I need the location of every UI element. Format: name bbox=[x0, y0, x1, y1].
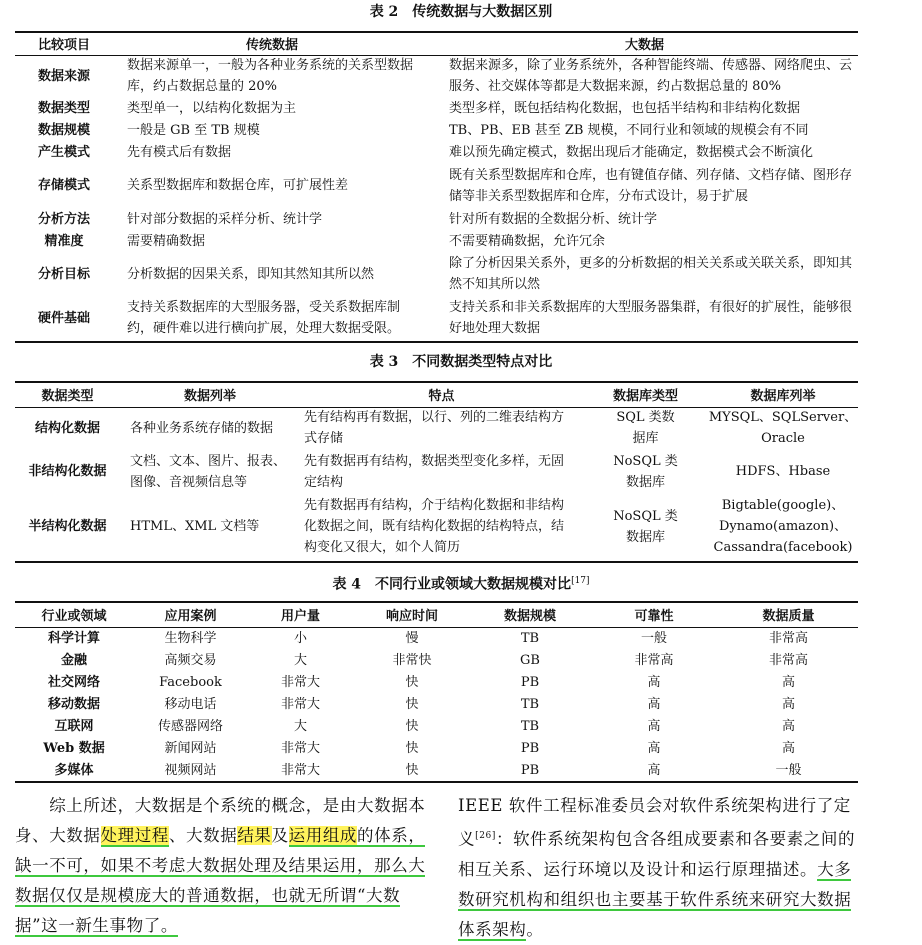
table4-case: 生物科学 bbox=[164, 630, 217, 646]
table4-case: 视频网站 bbox=[164, 762, 217, 778]
table2-big: 不需要精确数据，允许冗余 bbox=[449, 233, 606, 249]
table4-quality: 一般 bbox=[775, 762, 802, 778]
table2-big: TB、PB、EB 甚至 ZB 规模，不同行业和领域的规模会有不同 bbox=[449, 122, 809, 138]
table2-row bbox=[15, 97, 858, 119]
table4-quality: 高 bbox=[781, 674, 795, 690]
table2-row bbox=[15, 163, 858, 208]
table2-big: 既有关系型数据库和仓库，也有键值存储、列存储、文档存储、图形存储等非关系型数据库和仓库，分布式设计，易于扩展 bbox=[449, 167, 853, 204]
table4-header: 可靠性 bbox=[634, 609, 674, 624]
table4-header: 用户量 bbox=[280, 609, 320, 624]
table4-header: 行业或领域 bbox=[41, 609, 107, 624]
table3-dbtype: NoSQL 类数据库 bbox=[613, 508, 678, 545]
table2-row bbox=[15, 208, 858, 230]
table4-users: 大 bbox=[293, 718, 307, 734]
table4-scale: TB bbox=[520, 718, 540, 734]
table3-header: 特点 bbox=[428, 389, 455, 404]
table3-type: 半结构化数据 bbox=[28, 519, 107, 534]
table4-quality: 高 bbox=[781, 740, 795, 756]
table4-response: 快 bbox=[405, 696, 419, 712]
table2-big: 支持关系和非关系数据库的大型服务器集群，有很好的扩展性，能够很好地处理大数据 bbox=[449, 300, 853, 336]
table4-quality: 高 bbox=[781, 718, 795, 734]
table3-type: 非结构化数据 bbox=[28, 464, 107, 479]
table4-field: Web 数据 bbox=[43, 740, 105, 756]
underline-system: 的体系，缺一不可，如果不考虑大数据处理及结果运用，那么大数据仅仅是规模庞大的普通数据，也就无所谓“大数据”这一新生事物了。 bbox=[15, 826, 426, 935]
table4-reliability: 高 bbox=[647, 718, 661, 734]
table4-quality: 高 bbox=[781, 696, 795, 712]
table3-dbtype: SQL 类数据库 bbox=[616, 410, 675, 446]
table2-item: 数据类型 bbox=[37, 100, 90, 116]
highlight-processing: 处理过程 bbox=[100, 826, 169, 845]
table3-row bbox=[15, 494, 858, 559]
table2-bottom-rule bbox=[15, 341, 858, 343]
table2-header: 大数据 bbox=[624, 38, 664, 53]
table2-item: 存储模式 bbox=[37, 178, 90, 193]
table2-header-rule bbox=[15, 55, 858, 56]
table2-item: 数据规模 bbox=[37, 122, 90, 138]
table4-case: 新闻网站 bbox=[164, 740, 217, 756]
table2-row bbox=[15, 141, 858, 163]
table2-row bbox=[15, 296, 858, 340]
table4-users: 非常大 bbox=[280, 762, 320, 778]
table2-row bbox=[15, 252, 858, 296]
table2-traditional: 需要精确数据 bbox=[127, 233, 206, 249]
table4-quality: 非常高 bbox=[768, 652, 808, 668]
table4-field: 金融 bbox=[60, 652, 87, 668]
table2-row bbox=[15, 55, 858, 97]
table4-case: 高频交易 bbox=[164, 652, 217, 668]
table3-examples: 各种业务系统存储的数据 bbox=[130, 420, 274, 436]
table2-header: 比较项目 bbox=[37, 38, 90, 53]
table4-response: 快 bbox=[405, 674, 419, 690]
table2-item: 数据来源 bbox=[37, 68, 90, 84]
table3-row bbox=[15, 407, 858, 449]
table2-big: 类型多样，既包括结构化数据，也包括半结构和非结构化数据 bbox=[449, 100, 801, 116]
table2-traditional: 关系型数据库和数据仓库，可扩展性差 bbox=[127, 178, 349, 193]
table2-caption: 表 2 传统数据与大数据区别 bbox=[369, 4, 553, 20]
table2-big: 难以预先确定模式，数据出现后才能确定，数据模式会不断演化 bbox=[449, 144, 814, 160]
table4-row bbox=[15, 715, 858, 737]
table2-header: 传统数据 bbox=[245, 38, 298, 53]
table4-scale: TB bbox=[520, 696, 540, 712]
table2-traditional: 支持关系数据库的大型服务器，受关系数据库制约，硬件难以进行横向扩展，处理大数据受限。 bbox=[127, 300, 401, 336]
table2-row bbox=[15, 119, 858, 141]
right-paragraph: IEEE 软件工程标准委员会对软件系统架构进行了定义[26]：软件系统架构包含各组成要素和各要素之间的相互关系、运行环境以及设计和运行原理描述。大多数研究机构和组织也主要基于软件系统来研究大数据体系架构。 bbox=[458, 796, 856, 939]
table4-caption: 表 4 不同行业或领域大数据规模对比[17] bbox=[332, 576, 590, 593]
table4-reliability: 高 bbox=[647, 762, 661, 778]
table2-item: 精准度 bbox=[44, 233, 84, 249]
table4-response: 快 bbox=[405, 718, 419, 734]
table4-case: Facebook bbox=[159, 674, 222, 690]
table4-field: 移动数据 bbox=[47, 696, 100, 712]
table3-dblist: Bigtable(google)、Dynamo(amazon)、Cassandra(facebook) bbox=[713, 498, 853, 555]
table4-row bbox=[15, 759, 858, 781]
table4-response: 慢 bbox=[405, 630, 419, 646]
table4-scale: GB bbox=[520, 652, 540, 668]
table4-users: 小 bbox=[293, 630, 307, 646]
table4-field: 科学计算 bbox=[47, 630, 100, 646]
table4-row bbox=[15, 627, 858, 649]
table3-bottom-rule bbox=[15, 561, 858, 563]
table2-traditional: 数据来源单一，一般为各种业务系统的关系型数据库，约占数据总量的 20% bbox=[127, 58, 414, 94]
table2-traditional: 一般是 GB 至 TB 规模 bbox=[127, 122, 260, 138]
table4-row bbox=[15, 693, 858, 715]
table4-row bbox=[15, 649, 858, 671]
table2-traditional: 分析数据的因果关系，即知其然知其所以然 bbox=[127, 266, 375, 282]
table3-caption: 表 3 不同数据类型特点对比 bbox=[369, 354, 553, 370]
table4-header: 应用案例 bbox=[164, 609, 217, 624]
table4-header-rule bbox=[15, 627, 858, 628]
table4-row bbox=[15, 671, 858, 693]
table3-dblist: MYSQL、SQLServer、Oracle bbox=[708, 410, 858, 446]
table4-header: 数据质量 bbox=[762, 609, 815, 624]
table2-traditional: 针对部分数据的采样分析、统计学 bbox=[127, 211, 323, 227]
table4-case: 移动电话 bbox=[164, 696, 217, 712]
table4-field: 社交网络 bbox=[47, 674, 100, 690]
table3-header: 数据类型 bbox=[41, 389, 94, 404]
table3-features: 先有结构再有数据，以行、列的二维表结构方式存储 bbox=[304, 410, 565, 446]
table4-row bbox=[15, 737, 858, 759]
table2-traditional: 先有模式后有数据 bbox=[127, 144, 232, 160]
table4-bottom-rule bbox=[15, 781, 858, 783]
table4-reliability: 高 bbox=[647, 696, 661, 712]
underline-research: 大多数研究机构和组织也主要基于软件系统来研究大数据体系架构 bbox=[458, 859, 852, 939]
table4-reliability: 非常高 bbox=[634, 652, 674, 668]
table2 bbox=[15, 32, 858, 340]
table3-type: 结构化数据 bbox=[34, 420, 100, 436]
table3-dbtype: NoSQL 类数据库 bbox=[613, 453, 678, 490]
table4-reference: [17] bbox=[571, 576, 590, 586]
table4-response: 快 bbox=[405, 762, 419, 778]
table3 bbox=[15, 382, 858, 559]
table3-header: 数据库列举 bbox=[750, 389, 816, 404]
table4-case: 传感器网络 bbox=[157, 718, 223, 734]
left-paragraph: 综上所述，大数据是个系统的概念，是由大数据本身、大数据处理过程、大数据结果及运用组成的体系，缺一不可，如果不考虑大数据处理及结果运用，那么大数据仅仅是规模庞大的普通数据，也就无所谓“大数据”这一新生事物了。 bbox=[15, 796, 426, 935]
table2-big: 数据来源多，除了业务系统外，各种智能终端、传感器、网络爬虫、云服务、社交媒体等都是大数据来源，约占数据总量的 80% bbox=[449, 58, 853, 94]
table4-header: 数据规模 bbox=[503, 609, 556, 624]
table4-scale: TB bbox=[520, 630, 540, 646]
table4-response: 非常快 bbox=[392, 652, 432, 668]
table4 bbox=[15, 602, 858, 781]
table2-item: 分析方法 bbox=[37, 211, 90, 227]
table3-row bbox=[15, 449, 858, 494]
table2-traditional: 类型单一，以结构化数据为主 bbox=[127, 100, 297, 116]
table4-users: 非常大 bbox=[280, 696, 320, 712]
table4-scale: PB bbox=[520, 740, 540, 756]
table4-header: 响应时间 bbox=[385, 609, 438, 624]
table4-scale: PB bbox=[520, 762, 540, 778]
table2-big: 除了分析因果关系外，更多的分析数据的相关关系或关联关系，即知其然不知其所以然 bbox=[449, 256, 853, 292]
table2-item: 硬件基础 bbox=[37, 310, 90, 326]
table4-reliability: 高 bbox=[647, 674, 661, 690]
reference-26: [26] bbox=[475, 831, 496, 841]
table4-response: 快 bbox=[405, 740, 419, 756]
table2-row bbox=[15, 230, 858, 252]
table2-item: 产生模式 bbox=[37, 144, 90, 160]
table4-field: 多媒体 bbox=[54, 762, 94, 778]
table3-features: 先有数据再有结构，数据类型变化多样，无固定结构 bbox=[304, 453, 565, 490]
table4-users: 非常大 bbox=[280, 740, 320, 756]
table4-field: 互联网 bbox=[54, 718, 94, 734]
table4-quality: 非常高 bbox=[768, 630, 808, 646]
table3-header: 数据列举 bbox=[183, 389, 236, 404]
table3-examples: HTML、XML 文档等 bbox=[130, 519, 260, 534]
table2-big: 针对所有数据的全数据分析、统计学 bbox=[449, 211, 658, 227]
table3-dblist: HDFS、Hbase bbox=[735, 464, 831, 479]
table3-header-rule bbox=[15, 407, 858, 408]
table3-features: 先有数据再有结构，介于结构化数据和非结构化数据之间，既有结构化数据的结构特点，结构变化又很大，如个人简历 bbox=[304, 498, 565, 555]
table4-users: 非常大 bbox=[280, 674, 320, 690]
table4-reliability: 一般 bbox=[640, 630, 667, 646]
table4-users: 大 bbox=[293, 652, 307, 668]
highlight-composition: 运用组成 bbox=[288, 826, 358, 845]
table4-scale: PB bbox=[520, 674, 540, 690]
table2-item: 分析目标 bbox=[37, 266, 90, 282]
highlight-result: 结果 bbox=[237, 826, 272, 845]
table4-reliability: 高 bbox=[647, 740, 661, 756]
table3-header: 数据库类型 bbox=[612, 389, 678, 404]
table3-examples: 文档、文本、图片、报表、图像、音视频信息等 bbox=[130, 453, 287, 490]
